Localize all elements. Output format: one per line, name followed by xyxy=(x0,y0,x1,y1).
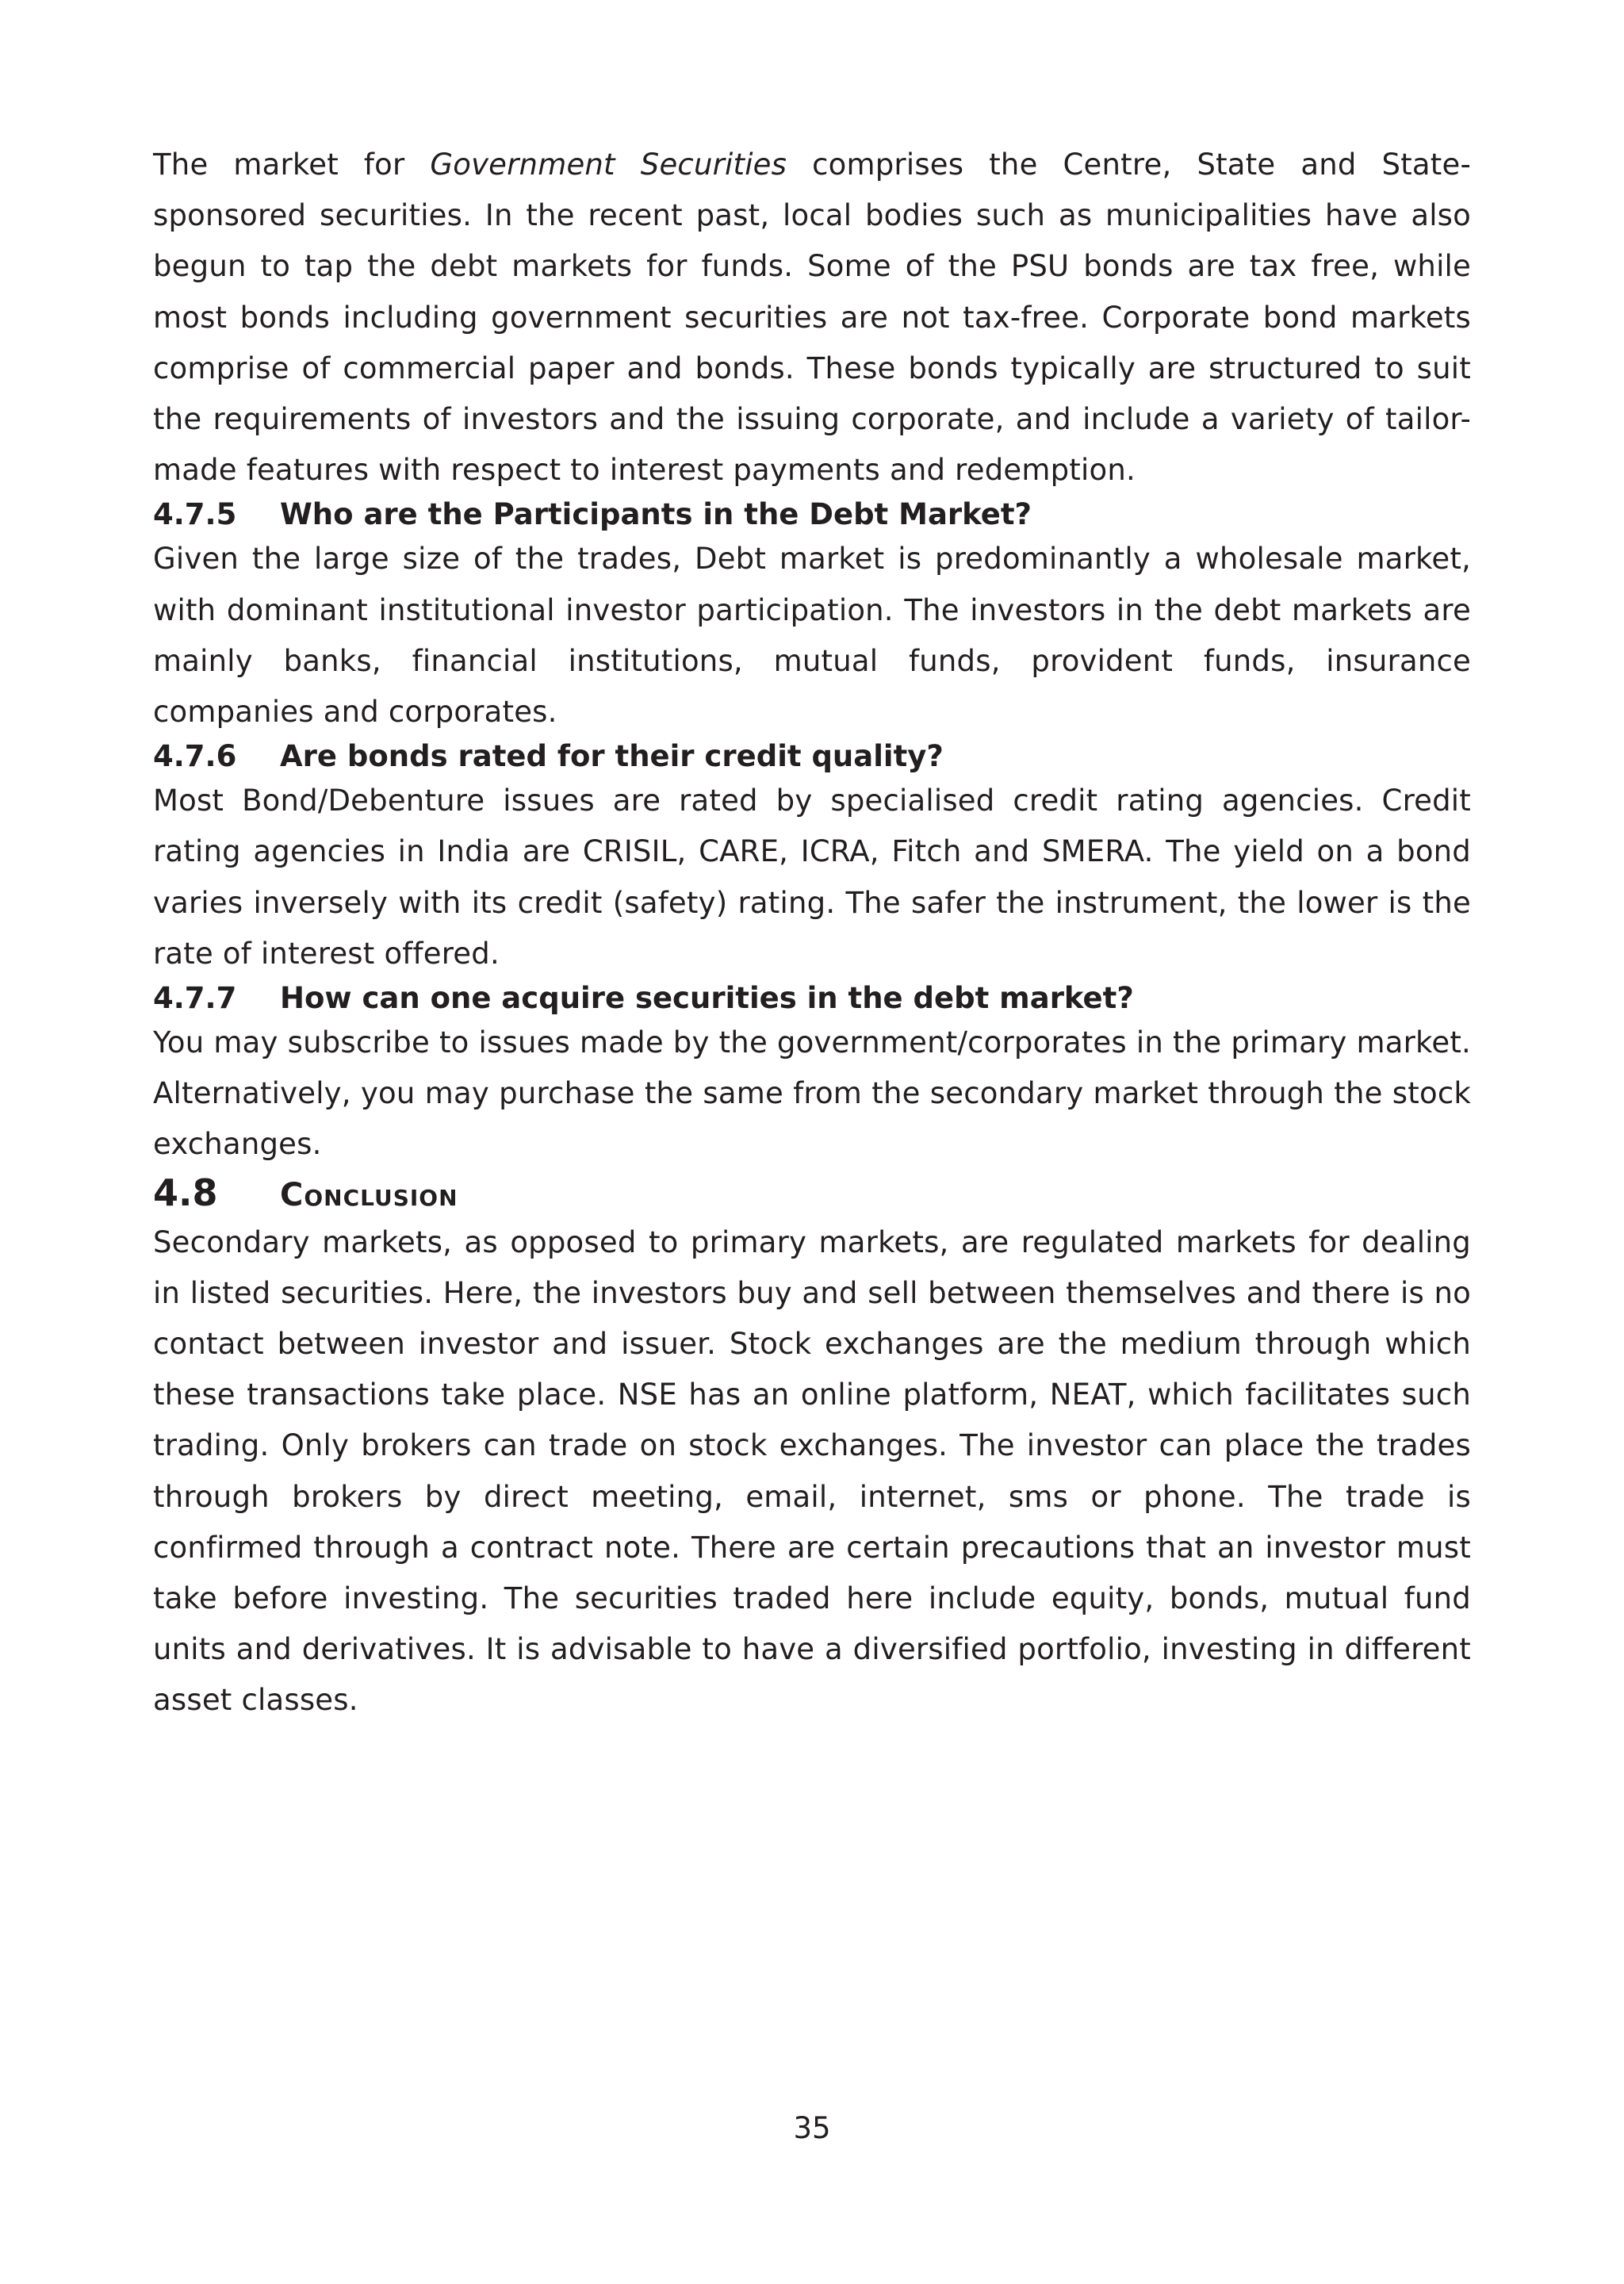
intro-text-start: The market for xyxy=(153,148,431,182)
heading-number: 4.7.7 xyxy=(153,981,237,1016)
heading-number: 4.7.5 xyxy=(153,497,237,532)
heading-4-7-7 xyxy=(153,979,1471,1017)
paragraph-4-7-6: Most Bond/Debenture issues are rated by specialised credit rating agencies. Credit rating agencies in India are CRISIL, CARE, ICRA, Fitch and SMERA. The yield on a bond varies inversely with its credit (safety) rating. The safer the instrument, the lower is the rate of interest offered. xyxy=(153,784,1471,971)
heading-4-7-5 xyxy=(153,496,1471,534)
paragraph-4-8-conclusion: Secondary markets, as opposed to primary markets, are regulated markets for dealing in listed securities. Here, the investors buy and sell between themselves and there is no contact between investor and issuer. Stock exchanges are the medium through which these transactions take place. NSE has an online platform, NEAT, which facilitates such trading. Only brokers can trade on stock exchanges. The investor can place the trades through brokers by direct meeting, email, internet, sms or phone. The trade is confirmed through a contract note. There are certain precautions that an investor must take before investing. The securities traded here include equity, bonds, mutual fund units and derivatives. It is advisable to have a diversified portfolio, investing in different asset classes. xyxy=(153,1224,1471,1718)
heading-title: How can one acquire securities in the debt market? xyxy=(280,981,1134,1016)
heading-4-8 xyxy=(153,1171,1471,1217)
heading-title: Who are the Participants in the Debt Market? xyxy=(280,497,1032,532)
section-title: Conclusion xyxy=(280,1176,458,1213)
page-number: 35 xyxy=(793,2111,831,2145)
document-page xyxy=(153,140,1471,1726)
intro-paragraph xyxy=(153,140,1471,496)
section-number: 4.8 xyxy=(153,1171,218,1214)
heading-title: Are bonds rated for their credit quality? xyxy=(280,739,944,774)
intro-italic-term: Government Securities xyxy=(430,148,787,182)
heading-4-7-6 xyxy=(153,738,1471,776)
heading-number: 4.7.6 xyxy=(153,739,237,774)
paragraph-4-7-7: You may subscribe to issues made by the government/corporates in the primary market. Alternatively, you may purchase the same from the secondary market through the stock exchanges. xyxy=(153,1025,1471,1162)
intro-text-rest: comprises the Centre, State and State- sponsored securities. In the recent past, local bodies such as municipalities have also begun to tap the debt markets for funds. Some of the PSU bonds are tax free, while most bonds including government securities are not tax-free. Corporate bond markets comprise of commercial paper and bonds. These bonds typically are structured to suit the requirements of investors and the issuing corporate, and include a variety of tailor-made features with respect to interest payments and redemption. xyxy=(153,148,1472,488)
paragraph-4-7-5: Given the large size of the trades, Debt market is predominantly a wholesale market, with dominant institutional investor participation. The investors in the debt markets are mainly banks, financial institutions, mutual funds, provident funds, insurance companies and corporates. xyxy=(153,542,1471,730)
